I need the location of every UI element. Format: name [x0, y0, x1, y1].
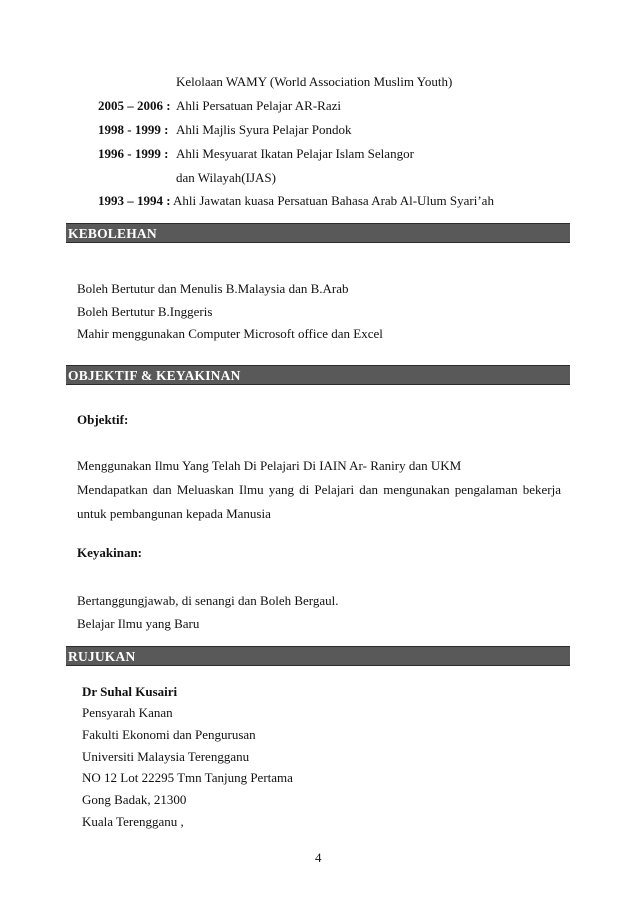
keyakinan-line: Belajar Ilmu yang Baru [77, 616, 200, 631]
page-number: 4 [315, 850, 322, 865]
reference-name: Dr Suhal Kusairi [82, 684, 178, 699]
membership-year: 1993 – 1994 : [98, 193, 171, 208]
membership-year: 1998 - 1999 : [98, 122, 169, 137]
membership-text: Ahli Majlis Syura Pelajar Pondok [176, 122, 352, 137]
keyakinan-label: Keyakinan: [77, 545, 143, 560]
reference-line: NO 12 Lot 22295 Tmn Tanjung Pertama [82, 770, 293, 785]
membership-text: dan Wilayah(IJAS) [176, 170, 276, 185]
membership-text: Ahli Jawatan kuasa Persatuan Bahasa Arab Al-Ulum Syari’ah [173, 193, 494, 208]
section-header-kebolehan: KEBOLEHAN [66, 223, 570, 243]
objektif-line: untuk pembangunan kepada Manusia [77, 506, 271, 521]
reference-line: Gong Badak, 21300 [82, 792, 187, 807]
reference-line: Fakulti Ekonomi dan Pengurusan [82, 727, 256, 742]
membership-text: Ahli Persatuan Pelajar AR-Razi [176, 98, 341, 113]
section-header-rujukan: RUJUKAN [66, 646, 570, 666]
skill-item: Boleh Bertutur B.Inggeris [77, 304, 213, 319]
skill-item: Boleh Bertutur dan Menulis B.Malaysia dan B.Arab [77, 281, 349, 296]
membership-year: 2005 – 2006 : [98, 98, 171, 113]
membership-line-org: Kelolaan WAMY (World Association Muslim Youth) [176, 74, 453, 89]
objektif-line: Mendapatkan dan Meluaskan Ilmu yang di Pelajari dan mengunakan pengalaman bekerja [77, 482, 561, 497]
objektif-label: Objektif: [77, 412, 129, 427]
reference-line: Universiti Malaysia Terengganu [82, 749, 250, 764]
objektif-line: Menggunakan Ilmu Yang Telah Di Pelajari Di IAIN Ar- Raniry dan UKM [77, 458, 462, 473]
keyakinan-line: Bertanggungjawab, di senangi dan Boleh Bergaul. [77, 593, 339, 608]
reference-line: Pensyarah Kanan [82, 705, 173, 720]
reference-line: Kuala Terengganu , [82, 814, 184, 829]
membership-text: Ahli Mesyuarat Ikatan Pelajar Islam Selangor [176, 146, 414, 161]
membership-year: 1996 - 1999 : [98, 146, 169, 161]
section-header-objektif: OBJEKTIF & KEYAKINAN [66, 365, 570, 385]
skill-item: Mahir menggunakan Computer Microsoft office dan Excel [77, 326, 383, 341]
